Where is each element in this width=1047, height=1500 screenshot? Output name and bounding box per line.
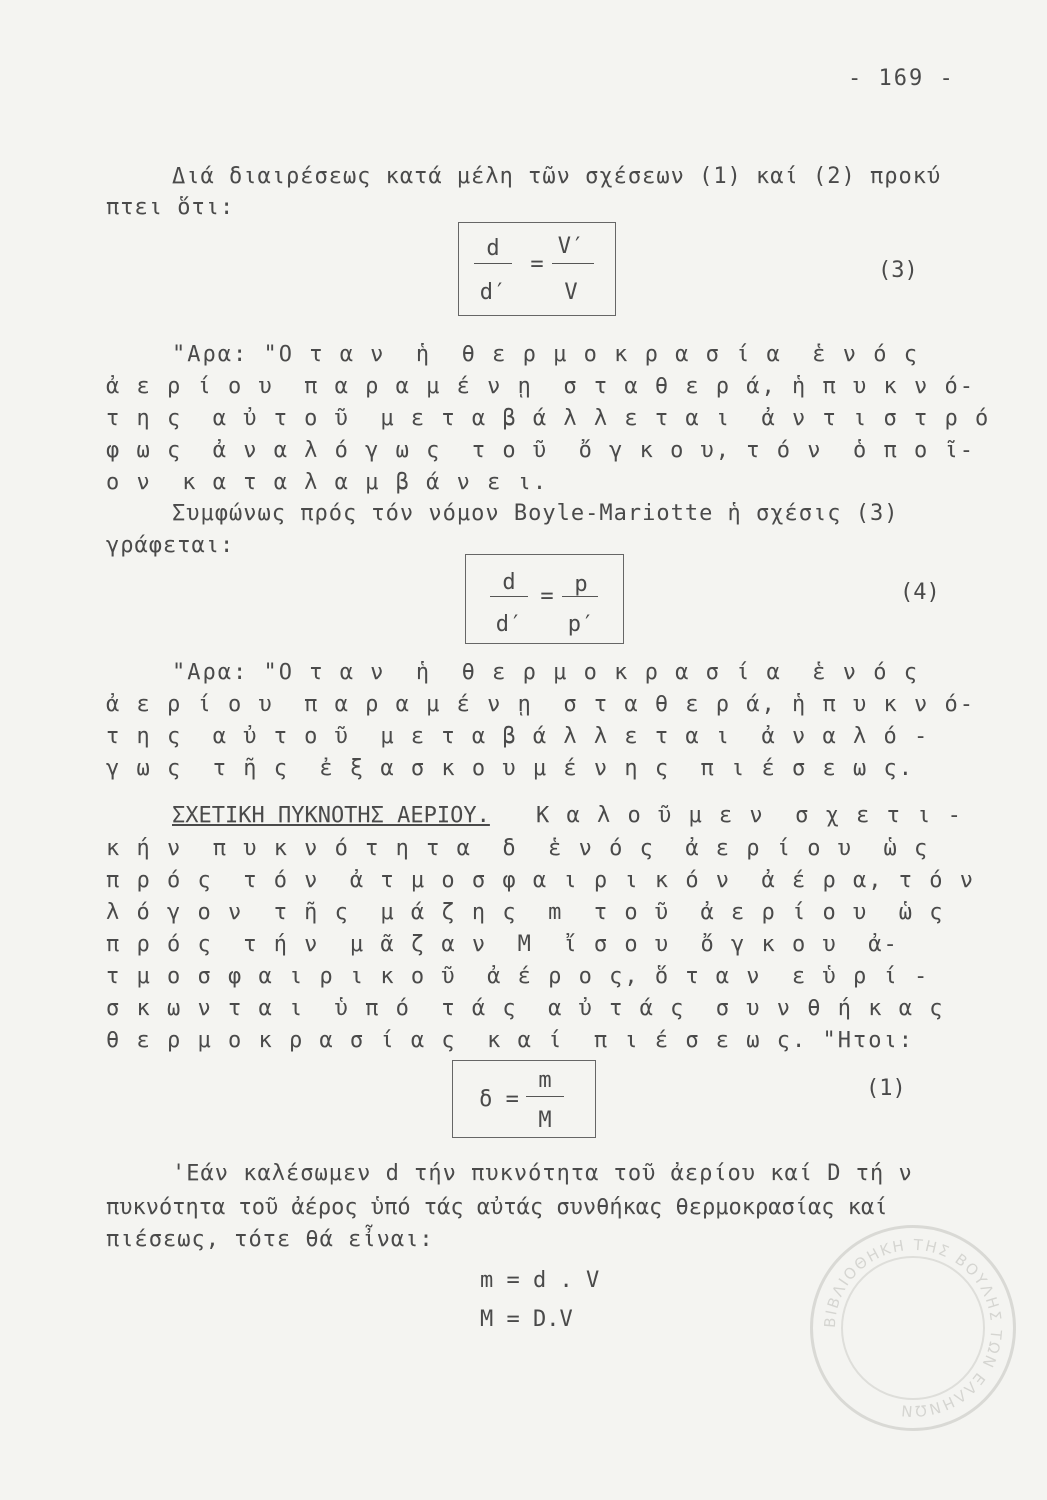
section-line-1: κ ή ν π υ κ ν ό τ η τ α δ ἑ ν ό ς ἀ ε ρ ί ο υ ὡ ς <box>106 836 930 861</box>
section-line-2: π ρ ό ς τ ό ν ἀ τ μ ο σ φ α ι ρ ι κ ό ν ἀ έ ρ α, τ ό ν <box>106 868 975 893</box>
final-eq-b: M = D.V <box>480 1307 573 1332</box>
library-stamp <box>810 1225 1016 1431</box>
para3-line-2: πυκνότητα τοῦ ἀέρος ὑπό τάς αὐτάς συνθήκας θερμοκρασίας καί <box>106 1195 888 1220</box>
eq3-tag: (3) <box>878 258 918 283</box>
section-line-4: π ρ ό ς τ ή ν μ ᾶ ζ α ν M ἴ σ ο υ ὄ γ κ ο υ ἀ- <box>106 932 899 957</box>
section-line-6: σ κ ω ν τ α ι ὑ π ό τ ά ς α ὐ τ ά ς σ υ ν θ ή κ α ς <box>106 996 945 1021</box>
eq1-num: m <box>538 1068 552 1093</box>
section-line-3: λ ό γ ο ν τ ῆ ς μ ά ζ η ς m τ ο ῦ ἀ ε ρ ί ο υ ὡ ς <box>106 900 945 925</box>
stamp-text-ring <box>813 1228 1013 1428</box>
para1-line-2: ἀ ε ρ ί ο υ π α ρ α μ έ ν ῃ σ τ α θ ε ρ ά, ἡ π υ κ ν ό- <box>106 374 975 399</box>
eq3-equals: = <box>530 252 544 277</box>
para3-line-3: πιέσεως, τότε θά εἶναι: <box>106 1227 434 1252</box>
eq1-tag: (1) <box>866 1076 906 1101</box>
eq3-den-right: V <box>564 280 578 305</box>
final-eq-a: m = d . V <box>480 1268 600 1293</box>
para1-line-1: "Αρα: "Ο τ α ν ἡ θ ε ρ μ ο κ ρ α σ ί α ἑ ν ό ς <box>172 342 920 367</box>
section-line-0: Κ α λ ο ῦ μ ε ν σ χ ε τ ι - <box>536 803 963 828</box>
para1-line-4: φ ω ς ἀ ν α λ ό γ ω ς τ ο ῦ ὄ γ κ ο υ, τ ό ν ὁ π ο ῖ- <box>106 438 975 463</box>
eq3-bar-right <box>552 263 594 264</box>
para2-line-3: τ η ς α ὐ τ ο ῦ μ ε τ α β ά λ λ ε τ α ι ἀ ν α λ ό - <box>106 724 930 749</box>
para2-line-2: ἀ ε ρ ί ο υ π α ρ α μ έ ν ῃ σ τ α θ ε ρ ά, ἡ π υ κ ν ό- <box>106 692 975 717</box>
svg-text:ΒΙΒΛΙΟΘΗΚΗ ΤΗΣ ΒΟΥΛΗΣ ΤΩΝ ΕΛΛΗ <box>821 1236 1005 1420</box>
para2-line-4: γ ω ς τ ῆ ς ἐ ξ α σ κ ο υ μ έ ν η ς π ι έ σ ε ω ς. <box>106 756 914 781</box>
stamp-text: ΒΙΒΛΙΟΘΗΚΗ ΤΗΣ ΒΟΥΛΗΣ ΤΩΝ ΕΛΛΗΝΩΝ <box>820 1235 1006 1421</box>
para1-line-5: ο ν κ α τ α λ α μ β ά ν ε ι. <box>106 470 549 495</box>
eq4-num-left: d <box>502 570 516 595</box>
eq3-bar-left <box>474 263 512 264</box>
eq1-lhs: δ = <box>479 1087 519 1112</box>
eq3-num-right: V′ <box>557 234 585 259</box>
eq1-bar <box>526 1096 564 1097</box>
boyle-line-1: Συμφώνως πρός τόν νόμον Boyle-Mariotte ἡ σχέσις (3) <box>172 501 899 526</box>
eq4-bar-left <box>490 596 528 597</box>
section-line-7: θ ε ρ μ ο κ ρ α σ ί α ς κ α ί π ι έ σ ε ω ς. "Ητοι: <box>106 1028 914 1053</box>
eq4-den-left: d′ <box>495 612 523 637</box>
eq4-equals: = <box>540 584 554 609</box>
boyle-line-2: γράφεται: <box>106 533 235 558</box>
eq3-den-left: d′ <box>479 280 507 305</box>
eq4-tag: (4) <box>900 580 940 605</box>
eq3-num-left: d <box>486 236 500 261</box>
page-number: - 169 - <box>848 66 955 91</box>
para2-line-1: "Αρα: "Ο τ α ν ἡ θ ε ρ μ ο κ ρ α σ ί α ἑ ν ό ς <box>172 660 920 685</box>
para3-line-1: 'Εάν καλέσωμεν d τήν πυκνότητα τοῦ ἀερίου καί D τή ν <box>172 1161 913 1186</box>
section-line-5: τ μ ο σ φ α ι ρ ι κ ο ῦ ἀ έ ρ ο ς, ὅ τ α ν ε ὑ ρ ί - <box>106 964 930 989</box>
eq4-den-right: p′ <box>567 612 595 637</box>
para1-line-3: τ η ς α ὐ τ ο ῦ μ ε τ α β ά λ λ ε τ α ι ἀ ν τ ι σ τ ρ ό <box>106 406 991 431</box>
section-heading: ΣΧΕΤΙΚΗ ΠΥΚΝΟΤΗΣ ΑΕΡΙΟΥ. <box>172 803 490 828</box>
eq1-den: M <box>538 1108 552 1133</box>
intro-line-1: Διά διαιρέσεως κατά μέλη τῶν σχέσεων (1) καί (2) προκύ <box>172 164 942 189</box>
eq4-num-right: p <box>574 572 588 597</box>
eq4-bar-right <box>562 596 598 597</box>
intro-line-2: πτει ὅτι: <box>106 195 235 220</box>
